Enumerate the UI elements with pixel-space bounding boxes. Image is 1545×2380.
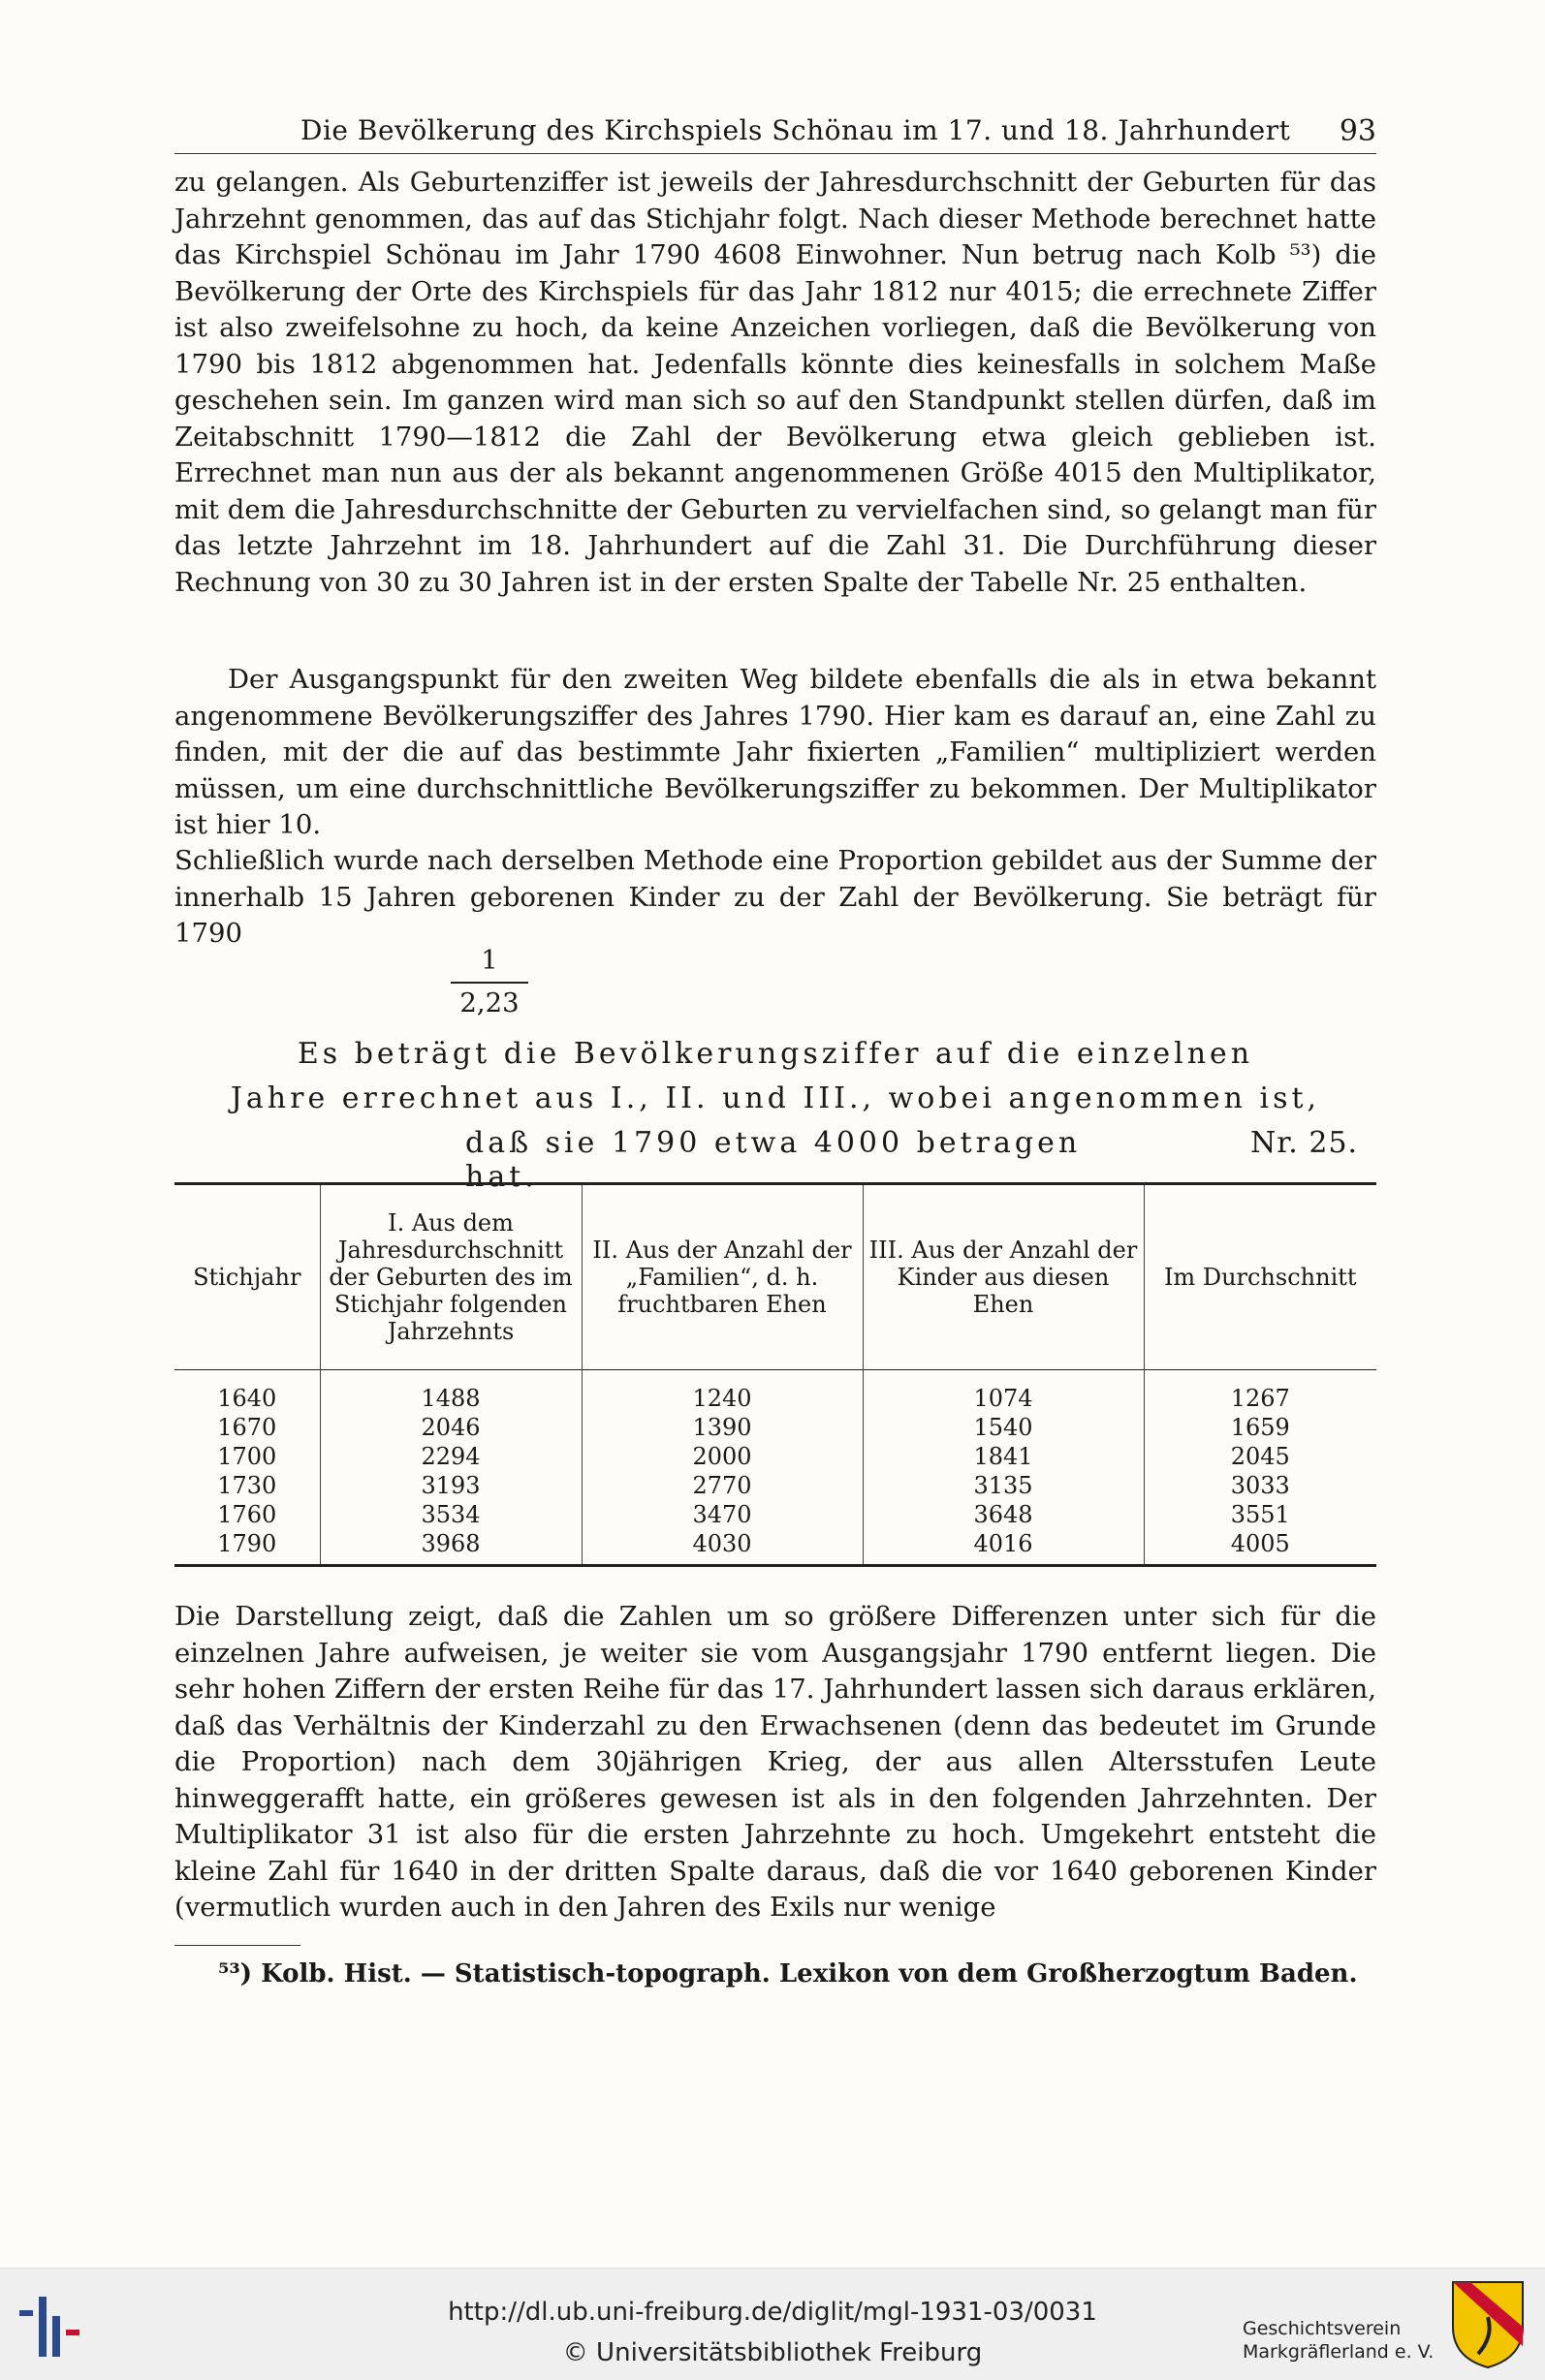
table-row [174,1370,1376,1414]
table-row [174,1413,1376,1442]
fraction-bar [451,982,528,984]
table-cell: 4005 [1144,1529,1376,1566]
table-caption-line-2: Jahre errechnet aus I., II. und III., wobei angenommen ist, [230,1081,1321,1115]
footnote-divider [174,1945,300,1946]
table-cell: 3534 [320,1500,582,1529]
table-cell: 2770 [582,1471,863,1500]
table-cell: 3648 [863,1500,1144,1529]
running-header [174,114,1376,154]
col-header-average: Im Durchschnitt [1144,1184,1376,1370]
viewer-footer [0,2268,1545,2380]
table-cell: 3470 [582,1500,863,1529]
table-cell: 1074 [863,1370,1144,1414]
table-cell: 1659 [1144,1413,1376,1442]
table-cell: 4030 [582,1529,863,1566]
coat-of-arms-icon [1449,2278,1527,2370]
footnote-53: ⁵³) Kolb. Hist. — Statistisch-topograph. Lexikon von dem Großherzogtum Baden. [218,1959,1358,1989]
table-number: Nr. 25. [1250,1126,1359,1160]
table-cell: 1730 [217,1472,277,1499]
table-caption-line-1: Es beträgt die Bevölkerungsziffer auf die einzelnen [297,1037,1254,1071]
table-cell: 1640 [217,1385,277,1412]
table-cell: 1670 [217,1414,277,1441]
table-cell: 3968 [320,1529,582,1566]
proportion-fraction [451,945,528,1018]
paragraph-4-text: Die Darstellung zeigt, daß die Zahlen um so größere Differenzen unter sich für die einzelnen Jahre aufweisen, je weiter sie vom Ausgangsjahr 1790 entfernt liegen. Die sehr hohen Ziffern der ersten Reihe für das 17. Jahrhundert lassen sich daraus erklären, daß das Verhältnis der Kinderzahl zu den Erwachsenen (denn das bedeutet im Grunde die Proportion) nach dem 30jährigen Krieg, der aus allen Altersstufen Leute hinweggerafft hatte, ein größeres gewesen ist als in den folgenden Jahrzehnten. Der Multiplikator 31 ist also für die ersten Jahrzehnte zu hoch. Umgekehrt entsteht die kleine Zahl für 1640 in der dritten Spalte daraus, daß die vor 1640 geborenen Kinder (vermutlich wurden auch in den Jahren des Exils nur wenige [174,1601,1376,1923]
society-name-line-2: Markgräflerland e. V. [1243,2341,1435,2363]
col-header-method-2: II. Aus der Anzahl der „Familien“, d. h. fruchtbaren Ehen [582,1184,863,1370]
table-cell: 1390 [582,1413,863,1442]
copyright-notice: © Universitätsbibliothek Freiburg [562,2338,983,2367]
running-header-title: Die Bevölkerung des Kirchspiels Schönau im 17. und 18. Jahrhundert [300,114,1291,146]
table-cell: 3135 [863,1471,1144,1500]
paragraph-1 [174,165,1376,601]
society-name [1243,2317,1434,2364]
table-cell: 2294 [320,1442,582,1471]
paragraph-3-text: Schließlich wurde nach derselben Methode eine Proportion gebildet aus der Summe der innerhalb 15 Jahren geborenen Kinder zu der Zahl der Bevölkerung. Sie beträgt für 1790 [174,845,1376,949]
table-row [174,1442,1376,1471]
table-cell: 4016 [863,1529,1144,1566]
col-header-method-1: I. Aus dem Jahresdurchschnitt der Geburten des im Stichjahr folgenden Jahrzehnts [320,1184,582,1370]
fraction-denominator: 2,23 [459,987,520,1018]
col-header-stichjahr: Stichjahr [193,1264,301,1291]
table-cell: 2046 [320,1413,582,1442]
table-cell: 1267 [1144,1370,1376,1414]
table-cell: 3033 [1144,1471,1376,1500]
society-name-line-1: Geschichtsverein [1243,2318,1402,2339]
table-cell: 3551 [1144,1500,1376,1529]
paragraph-1-text: zu gelangen. Als Geburtenziffer ist jeweils der Jahresdurchschnitt der Geburten für das Jahrzehnt genommen, das auf das Stichjahr folgt. Nach dieser Methode berechnet hatte das Kirchspiel Schönau im Jahr 1790 4608 Einwohner. Nun betrug nach Kolb ⁵³) die Bevölkerung der Orte des Kirchspiels für das Jahr 1812 nur 4015; die errechnete Ziffer ist also zweifelsohne zu hoch, da keine Anzeichen vorliegen, daß die Bevölkerung von 1790 bis 1812 abgenommen hat. Jedenfalls könnte dies keinesfalls in solchem Maße geschehen sein. Im ganzen wird man sich so auf den Standpunkt stellen dürfen, daß im Zeitabschnitt 1790—1812 die Zahl der Bevölkerung etwa gleich geblieben ist. Errechnet man nun aus der als bekannt angenommenen Größe 4015 den Multiplikator, mit dem die Jahresdurchschnitte der Geburten zu vervielfachen sind, so gelangt man für das letzte Jahrzehnt im 18. Jahrhundert auf die Zahl 31. Die Durchführung dieser Rechnung von 30 zu 30 Jahren ist in der ersten Spalte der Tabelle Nr. 25 enthalten. [174,167,1376,598]
paragraph-2-text: Der Ausgangspunkt für den zweiten Weg bildete ebenfalls die als in etwa bekannt angenommene Bevölkerungsziffer des Jahres 1790. Hier kam es darauf an, eine Zahl zu finden, mit der die auf das bestimmte Jahr fixierten „Familien“ multipliziert werden müssen, um eine durchschnittliche Bevölkerungsziffer zu bekommen. Der Multiplikator ist hier 10. [174,664,1376,840]
table-cell: 1240 [582,1370,863,1414]
table-cell: 3193 [320,1471,582,1500]
paragraph-2 [174,662,1376,844]
table-row [174,1471,1376,1500]
table-header-row [174,1184,1376,1370]
table-caption-line-3: daß sie 1790 etwa 4000 betragen hat. [465,1126,1082,1194]
paragraph-3 [174,843,1376,953]
table-row [174,1529,1376,1566]
fraction-numerator: 1 [481,945,498,976]
permalink-url[interactable]: http://dl.ub.uni-freiburg.de/diglit/mgl-1931-03/0031 [448,2298,1097,2327]
table-cell: 2045 [1144,1442,1376,1471]
paragraph-4 [174,1599,1376,1926]
table-cell: 1841 [863,1442,1144,1471]
table-cell: 1790 [217,1530,277,1557]
table-cell: 1540 [863,1413,1144,1442]
table-cell: 1760 [217,1501,277,1528]
table-cell: 2000 [582,1442,863,1471]
table-cell: 1700 [217,1443,277,1470]
population-table [174,1182,1376,1567]
table-cell: 1488 [320,1370,582,1414]
col-header-method-3: III. Aus der Anzahl der Kinder aus diesen Ehen [863,1184,1144,1370]
page-number: 93 [1339,114,1376,148]
table-row [174,1500,1376,1529]
